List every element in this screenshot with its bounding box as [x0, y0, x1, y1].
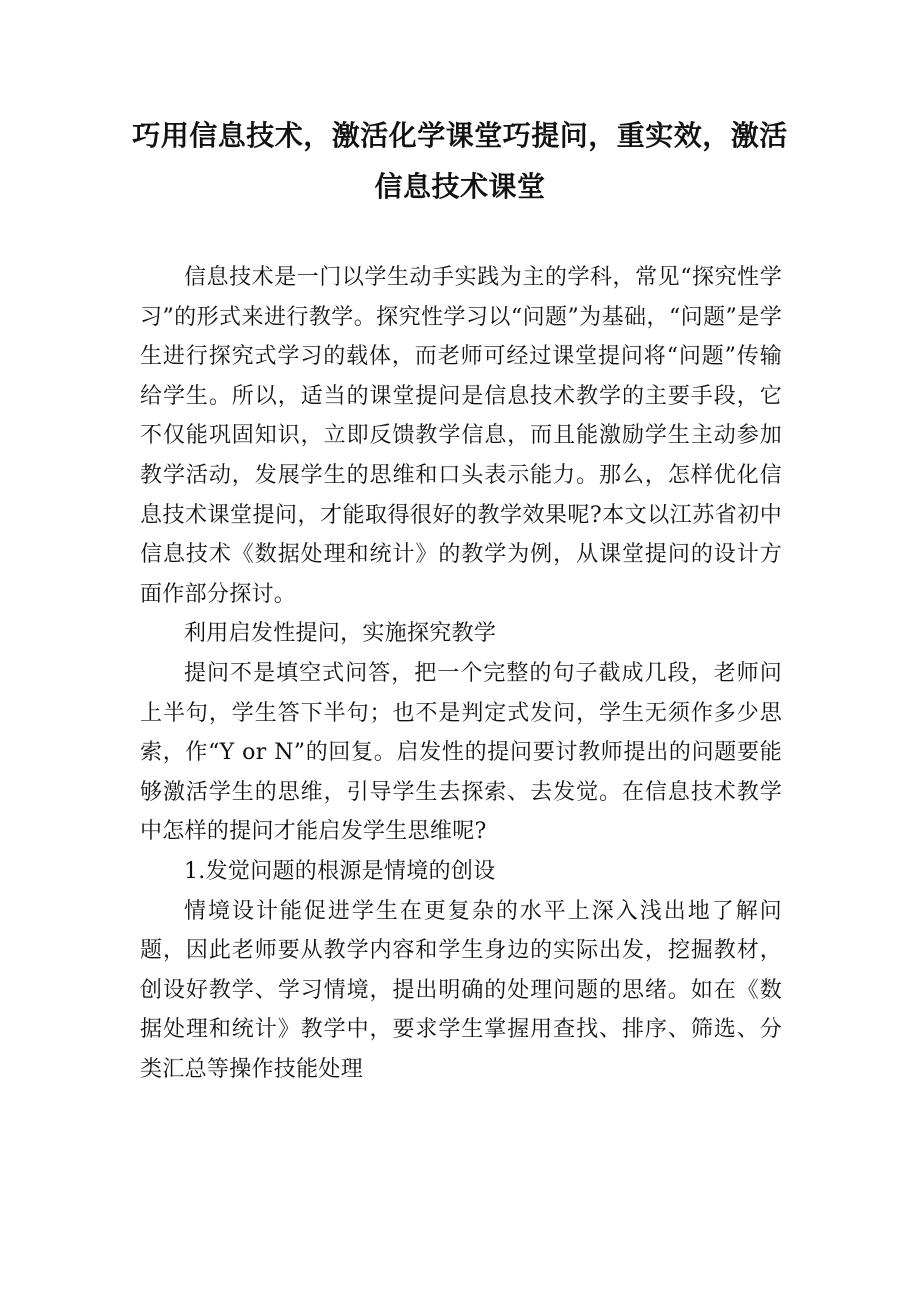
paragraph-situation: 情境设计能促进学生在更复杂的水平上深入浅出地了解问题，因此老师要从教学内容和学生身边的实际出发，挖掘教材，创设好教学、学习情境，提出明确的处理问题的思绪。如在《数据处理和统计》教学中，要求学生掌握用查找、排序、筛选、分类汇总等操作技能处理	[140, 898, 782, 1082]
document-title: 巧用信息技术，激活化学课堂巧提问，重实效，激活信息技术课堂	[132, 119, 788, 203]
subheading-situation: 1.发觉问题的根源是情境的创设	[184, 858, 496, 884]
document-body	[140, 258, 782, 1089]
paragraph-heuristic: 提问不是填空式问答，把一个完整的句子截成几段，老师问上半句，学生答下半句；也不是判定式发问，学生无须作多少思索，作“Y or N”的回复。启发性的提问要讨教师提出的问题要能够激活学生的思维，引导学生去探索、去发觉。在信息技术教学中怎样的提问才能启发学生思维呢?	[140, 660, 782, 845]
heading-heuristic-questioning: 利用启发性提问，实施探究教学	[184, 621, 497, 647]
paragraph-intro: 信息技术是一门以学生动手实践为主的学科，常见“探究性学习”的形式来进行教学。探究性学习以“问题”为基础，“问题”是学生进行探究式学习的载体，而老师可经过课堂提问将“问题”传输给学生。所以，适当的课堂提问是信息技术教学的主要手段，它不仅能巩固知识，立即反馈教学信息，而且能激励学生主动参加教学活动，发展学生的思维和口头表示能力。那么，怎样优化信息技术课堂提问，才能取得很好的教学效果呢?本文以江苏省初中信息技术《数据处理和统计》的教学为例，从课堂提问的设计方面作部分探讨。	[140, 265, 782, 607]
